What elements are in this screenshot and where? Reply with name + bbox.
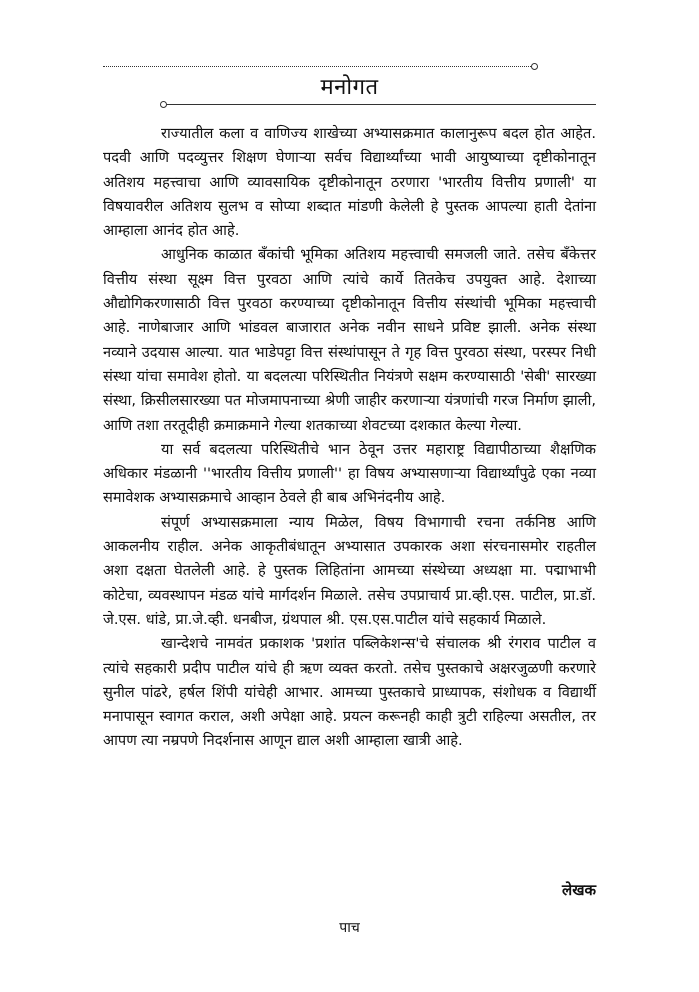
author-signature: लेखक <box>562 881 596 899</box>
paragraph-4: संपूर्ण अभ्यासक्रमाला न्याय मिळेल, विषय विभागाची रचना तर्कनिष्ठ आणि आकलनीय राहील. अनेक आकृतीबंधातून अभ्यासात उपकारक अशा संरचनासमोर राहतील अशा दक्षता घेतलेली आहे. हे पुस्तक लिहितांना आमच्या संस्थेच्या अध्यक्षा मा. पद्माभाभी कोटेचा, व्यवस्थापन मंडळ यांचे मार्गदर्शन मिळाले. तसेच उपप्राचार्य प्रा.व्ही.एस. पाटील, प्रा.डॉ. जे.एस. धांडे, प्रा.जे.व्ही. धनबीज, ग्रंथपाल श्री. एस.एस.पाटील यांचे सहकार्य मिळाले. <box>103 513 596 628</box>
page-number: पाच <box>339 920 360 936</box>
paragraph-2: आधुनिक काळात बँकांची भूमिका अतिशय महत्त्वाची समजली जाते. तसेच बँकेत्तर वित्तीय संस्था सूक्ष्म वित्त पुरवठा आणि त्यांचे कार्ये तितकेच उपयुक्त आहे. देशाच्या औद्योगिकरणासाठी वित्त पुरवठा करण्याच्या दृष्टीकोनातून वित्तीय संस्थांची भूमिका महत्त्वाची आहे. नाणेबाजार आणि भांडवल बाजारात अनेक नवीन साधने प्रविष्ट झाली. अनेक संस्था नव्याने उदयास आल्या. यात भाडेपट्टा वित्त संस्थांपासून ते गृह वित्त पुरवठा संस्था, परस्पर निधी संस्था यांचा समावेश होतो. या बदलत्या परिस्थितीत नियंत्रणे सक्षम करण्यासाठी 'सेबी' सारख्या संस्था, क्रिसीलसारख्या पत मोजमापनाच्या श्रेणी जाहीर करणाऱ्या यंत्रणांची गरज निर्माण झाली, आणि तशा तरतूदीही क्रमाक्रमाने गेल्या शतकाच्या शेवटच्या दशकात केल्या गेल्या. <box>103 246 596 434</box>
top-dotted-rule <box>103 66 531 67</box>
paragraph-5: खान्देशचे नामवंत प्रकाशक 'प्रशांत पब्लिकेशन्स'चे संचालक श्री रंगराव पाटील व त्यांचे सहकारी प्रदीप पाटील यांचे ही ऋण व्यक्त करतो. तसेच पुस्तकाचे अक्षरजुळणी करणारे सुनील पांढरे, हर्षल शिंपी यांचेही आभार. आमच्या पुस्तकाचे प्राध्यापक, संशोधक व विद्यार्थी मनापासून स्वागत कराल, अशी अपेक्षा आहे. प्रयत्न करूनही काही त्रुटी राहिल्या असतील, तर आपण त्या नम्रपणे निदर्शनास आणून द्याल अशी आम्हाला खात्री आहे. <box>103 635 596 750</box>
preface-body <box>103 122 596 754</box>
bottom-rule <box>166 104 596 105</box>
page-title: मनोगत <box>320 75 379 100</box>
paragraph-3: या सर्व बदलत्या परिस्थितीचे भान ठेवून उत्तर महाराष्ट्र विद्यापीठाच्या शैक्षणिक अधिकार मंडळानी ''भारतीय वित्तीय प्रणाली'' हा विषय अभ्यासणाऱ्या विद्यार्थ्यांपुढे एका नव्या समावेशक अभ्यासक्रमाचे आव्हान ठेवले ही बाब अभिनंदनीय आहे. <box>103 440 596 507</box>
paragraph-1: राज्यातील कला व वाणिज्य शाखेच्या अभ्यासक्रमात कालानुरूप बदल होत आहेत. पदवी आणि पदव्युत्तर शिक्षण घेणाऱ्या सर्वच विद्यार्थ्यांच्या भावी आयुष्याच्या दृष्टीकोनातून अतिशय महत्त्वाचा आणि व्यावसायिक दृष्टीकोनातून ठरणारा 'भारतीय वित्तीय प्रणाली' या विषयावरील अतिशय सुलभ व सोप्या शब्दात मांडणी केलेली हे पुस्तक आपल्या हाती देतांना आम्हाला आनंद होत आहे. <box>103 125 596 240</box>
top-rule-circle-ornament <box>531 63 538 70</box>
